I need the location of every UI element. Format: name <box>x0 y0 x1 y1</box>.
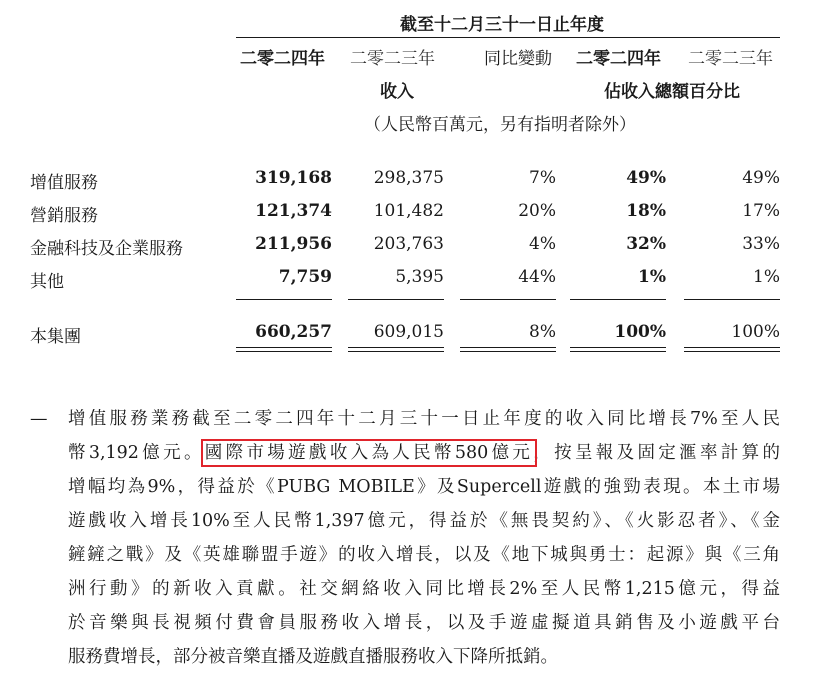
double-rule-3b <box>460 351 556 352</box>
revenue-label: 收入 <box>380 82 414 102</box>
row-fintech-2023: 203,763 <box>373 234 444 254</box>
rule-above-total-4 <box>570 299 666 300</box>
double-rule-4b <box>570 351 666 352</box>
row-total-2024: 660,257 <box>255 322 332 342</box>
paragraph-line-2 <box>68 436 780 470</box>
row-total-pct-2024: 100% <box>614 322 666 342</box>
row-fintech-2024: 211,956 <box>255 234 332 254</box>
double-rule-5a <box>684 347 780 348</box>
pct-of-revenue-label: 佔收入總額百分比 <box>604 82 740 102</box>
double-rule-1b <box>236 351 332 352</box>
row-fintech-pct-2023: 33% <box>742 234 780 254</box>
line2-prefix: 幣3,192億元。 <box>68 443 205 463</box>
row-others-yoy: 44% <box>518 267 556 287</box>
double-rule-4a <box>570 347 666 348</box>
row-vas-2024: 319,168 <box>255 168 332 188</box>
row-label-total: 本集團 <box>30 327 81 347</box>
double-rule-2b <box>348 351 444 352</box>
highlighted-international-games-revenue: 國際市場遊戲收入為人民幣580億元 <box>204 443 534 463</box>
unit-note: （人民幣百萬元，另有指明者除外） <box>364 115 636 135</box>
row-marketing-2023: 101,482 <box>373 201 444 221</box>
double-rule-3a <box>460 347 556 348</box>
paragraph-line-4: 遊戲收入增長10%至人民幣1,397億元，得益於《無畏契約》、《火影忍者》、《金 <box>68 511 780 531</box>
row-total-2023: 609,015 <box>373 322 444 342</box>
row-fintech-yoy: 4% <box>529 234 556 254</box>
row-marketing-2024: 121,374 <box>255 201 332 221</box>
paragraph-line-1: 增值服務業務截至二零二四年十二月三十一日止年度的收入同比增長7%至人民 <box>68 409 780 429</box>
row-total-pct-2023: 100% <box>731 322 780 342</box>
paragraph-line-7: 於音樂與長視頻付費會員服務收入增長，以及手遊虛擬道具銷售及小遊戲平台 <box>68 613 780 633</box>
rule-above-total-2 <box>348 299 444 300</box>
paragraph-line-3: 增幅均為9%，得益於《PUBG MOBILE》及Supercell遊戲的強勁表現。本土市場 <box>68 477 780 497</box>
line2-suffix: ，按呈報及固定滙率計算的 <box>533 443 781 463</box>
header-rule <box>236 37 780 38</box>
row-vas-yoy: 7% <box>529 168 556 188</box>
rule-above-total-5 <box>684 299 780 300</box>
row-marketing-pct-2024: 18% <box>626 201 666 221</box>
row-others-pct-2023: 1% <box>753 267 780 287</box>
paragraph-line-6: 洲行動》的新收入貢獻。社交網絡收入同比增長2%至人民幣1,215億元，得益 <box>68 579 780 599</box>
period-header: 截至十二月三十一日止年度 <box>400 15 604 35</box>
col-header-pct-2023: 二零二三年 <box>688 49 773 69</box>
paragraph-line-8: 服務費增長，部分被音樂直播及遊戲直播服務收入下降所抵銷。 <box>68 647 558 667</box>
col-header-2023: 二零二三年 <box>350 49 435 69</box>
row-label-marketing: 營銷服務 <box>30 206 98 226</box>
row-vas-2023: 298,375 <box>373 168 444 188</box>
row-total-yoy: 8% <box>529 322 556 342</box>
paragraph-line-5: 鏟鏟之戰》及《英雄聯盟手遊》的收入增長，以及《地下城與勇士：起源》與《三角 <box>68 545 780 565</box>
row-others-2024: 7,759 <box>278 267 332 287</box>
bullet-dash: — <box>30 409 48 429</box>
row-label-vas: 增值服務 <box>30 173 98 193</box>
row-label-fintech: 金融科技及企業服務 <box>30 239 183 259</box>
row-others-2023: 5,395 <box>395 267 444 287</box>
double-rule-5b <box>684 351 780 352</box>
rule-above-total-1 <box>236 299 332 300</box>
row-others-pct-2024: 1% <box>638 267 666 287</box>
row-marketing-pct-2023: 17% <box>742 201 780 221</box>
col-header-yoy: 同比變動 <box>484 49 552 69</box>
double-rule-1a <box>236 347 332 348</box>
row-vas-pct-2023: 49% <box>742 168 780 188</box>
row-label-others: 其他 <box>30 272 64 292</box>
row-fintech-pct-2024: 32% <box>626 234 666 254</box>
row-vas-pct-2024: 49% <box>626 168 666 188</box>
commentary-paragraph <box>68 402 780 674</box>
double-rule-2a <box>348 347 444 348</box>
col-header-pct-2024: 二零二四年 <box>576 49 661 69</box>
col-header-2024: 二零二四年 <box>240 49 325 69</box>
rule-above-total-3 <box>460 299 556 300</box>
row-marketing-yoy: 20% <box>518 201 556 221</box>
